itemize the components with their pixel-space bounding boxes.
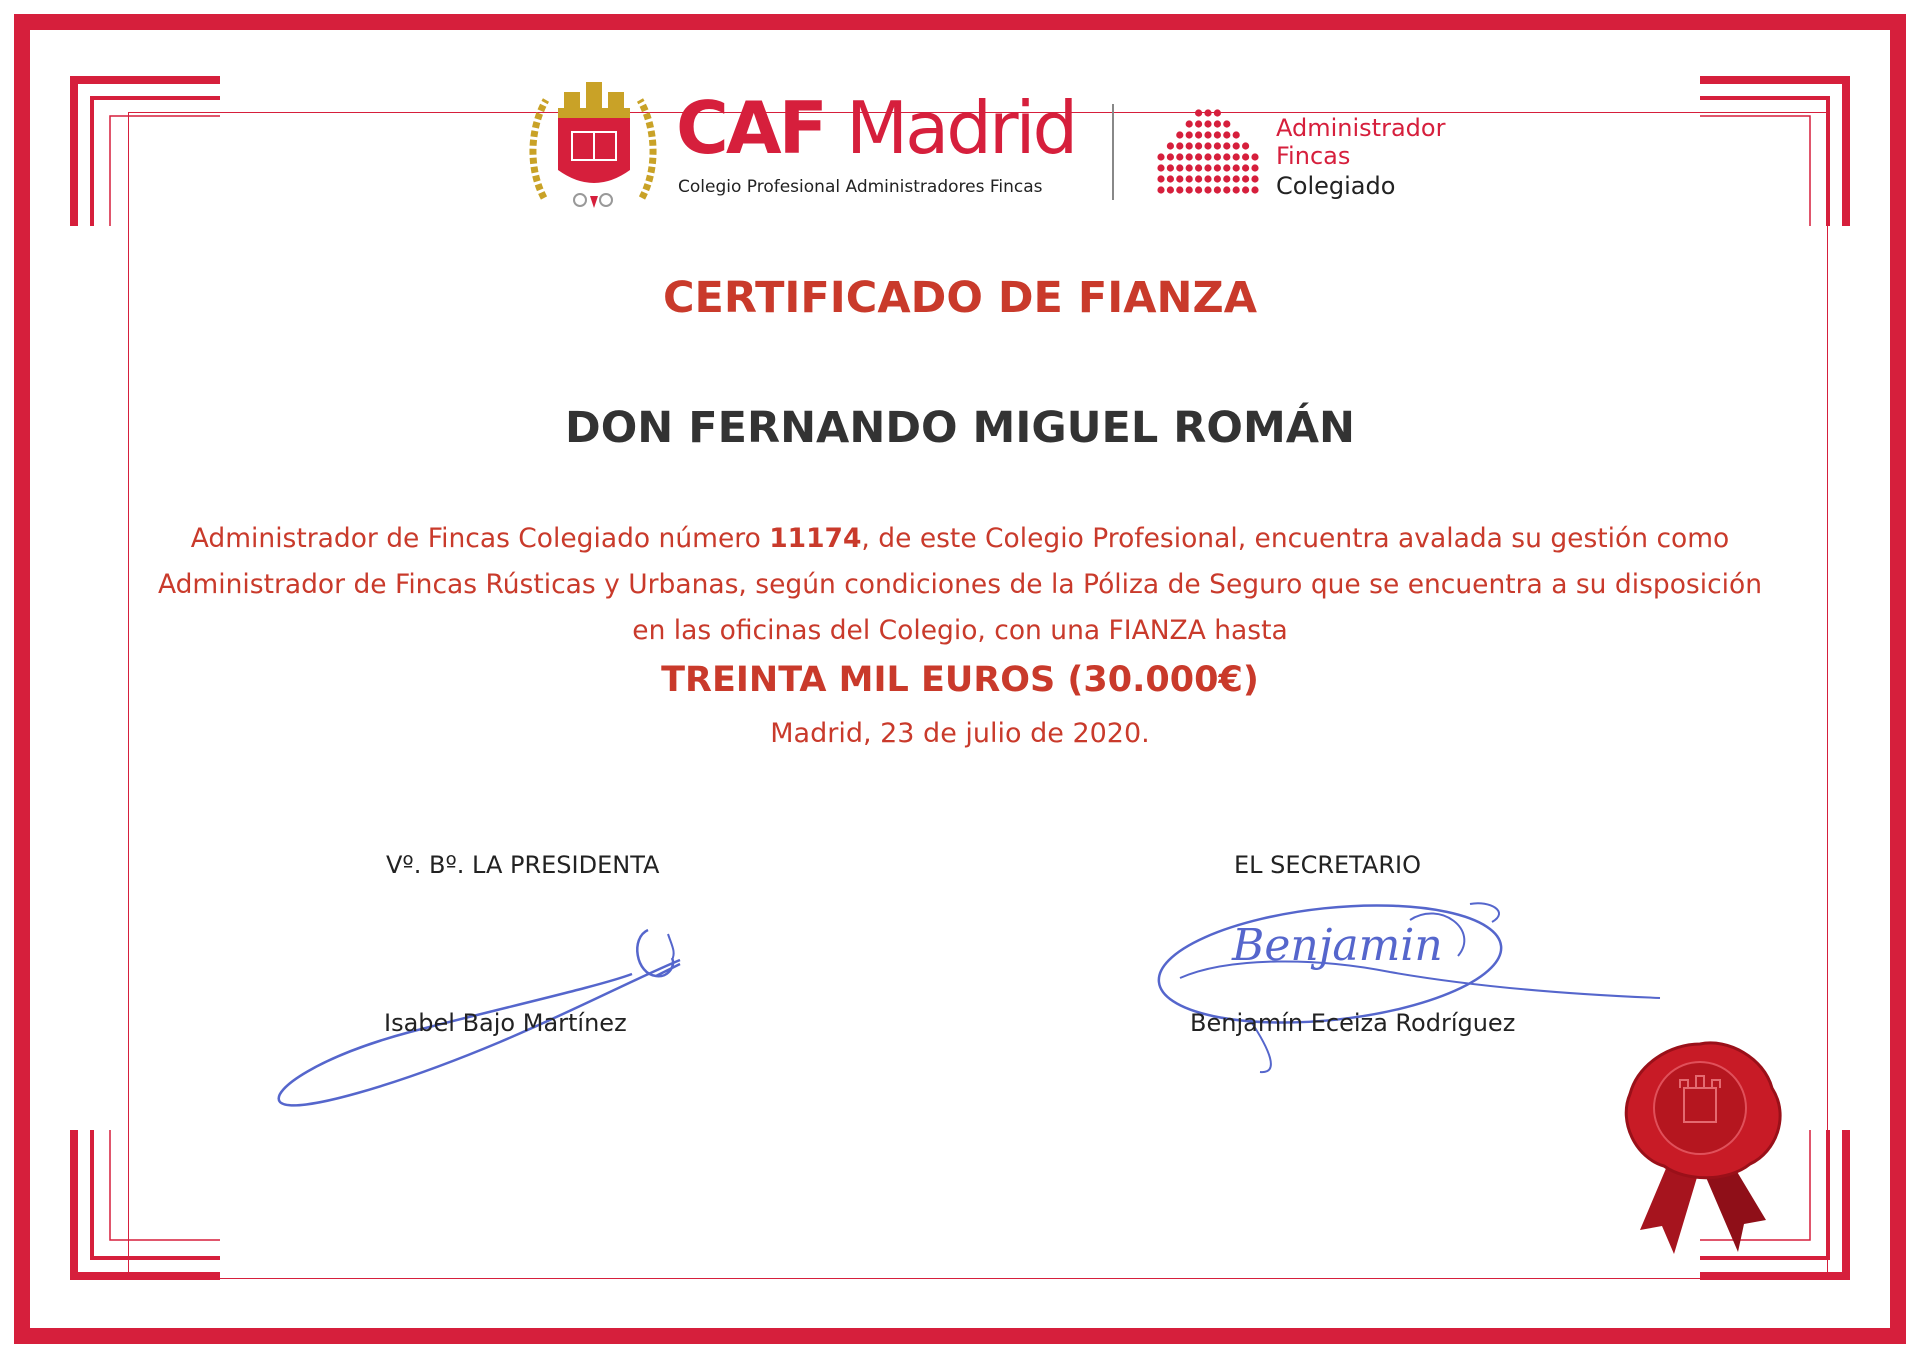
- brand-subtitle: Colegio Profesional Administradores Fincas: [678, 177, 1043, 197]
- admin-line-1: Administrador: [1276, 114, 1446, 142]
- certificate-title: CERTIFICADO DE FIANZA: [662, 273, 1257, 323]
- president-name: Isabel Bajo Martínez: [384, 1009, 627, 1037]
- header-divider: [1112, 104, 1114, 200]
- certificate-body: [150, 516, 1770, 654]
- member-number: 11174: [769, 523, 862, 554]
- brand-caf-text: CAF: [676, 86, 825, 170]
- secretary-role: EL SECRETARIO: [1234, 851, 1422, 879]
- admin-line-3: Colegiado: [1276, 172, 1396, 200]
- brand-madrid-text: Madrid: [846, 86, 1076, 170]
- dotted-house-icon: [1156, 108, 1260, 198]
- wax-seal-icon: [1600, 1030, 1800, 1260]
- president-role: Vº. Bº. LA PRESIDENTA: [386, 851, 660, 879]
- recipient-name: DON FERNANDO MIGUEL ROMÁN: [565, 403, 1355, 453]
- caf-crest-icon: [528, 78, 658, 214]
- admin-line-2: Fincas: [1276, 142, 1351, 170]
- place-date: Madrid, 23 de julio de 2020.: [770, 718, 1150, 749]
- secretary-signature: [1140, 860, 1670, 1080]
- body-text-end: , de este Colegio Profesional, encuentra avalada su gestión como Administrador de Fincas Rústicas y Urbanas, según condiciones de la Póliza de Seguro que se encuentra a su disposición en las oficinas del Colegio, con una FIANZA hasta: [157, 523, 1763, 646]
- body-text-start: Administrador de Fincas Colegiado número: [190, 523, 770, 554]
- bond-amount: TREINTA MIL EUROS (30.000€): [661, 660, 1259, 700]
- secretary-name: Benjamín Eceiza Rodríguez: [1190, 1009, 1516, 1037]
- corner-ornament-bottom-left: [70, 1130, 220, 1280]
- secretary-signature-script: Benjamin: [1232, 920, 1443, 971]
- certificate-header: [0, 68, 1920, 218]
